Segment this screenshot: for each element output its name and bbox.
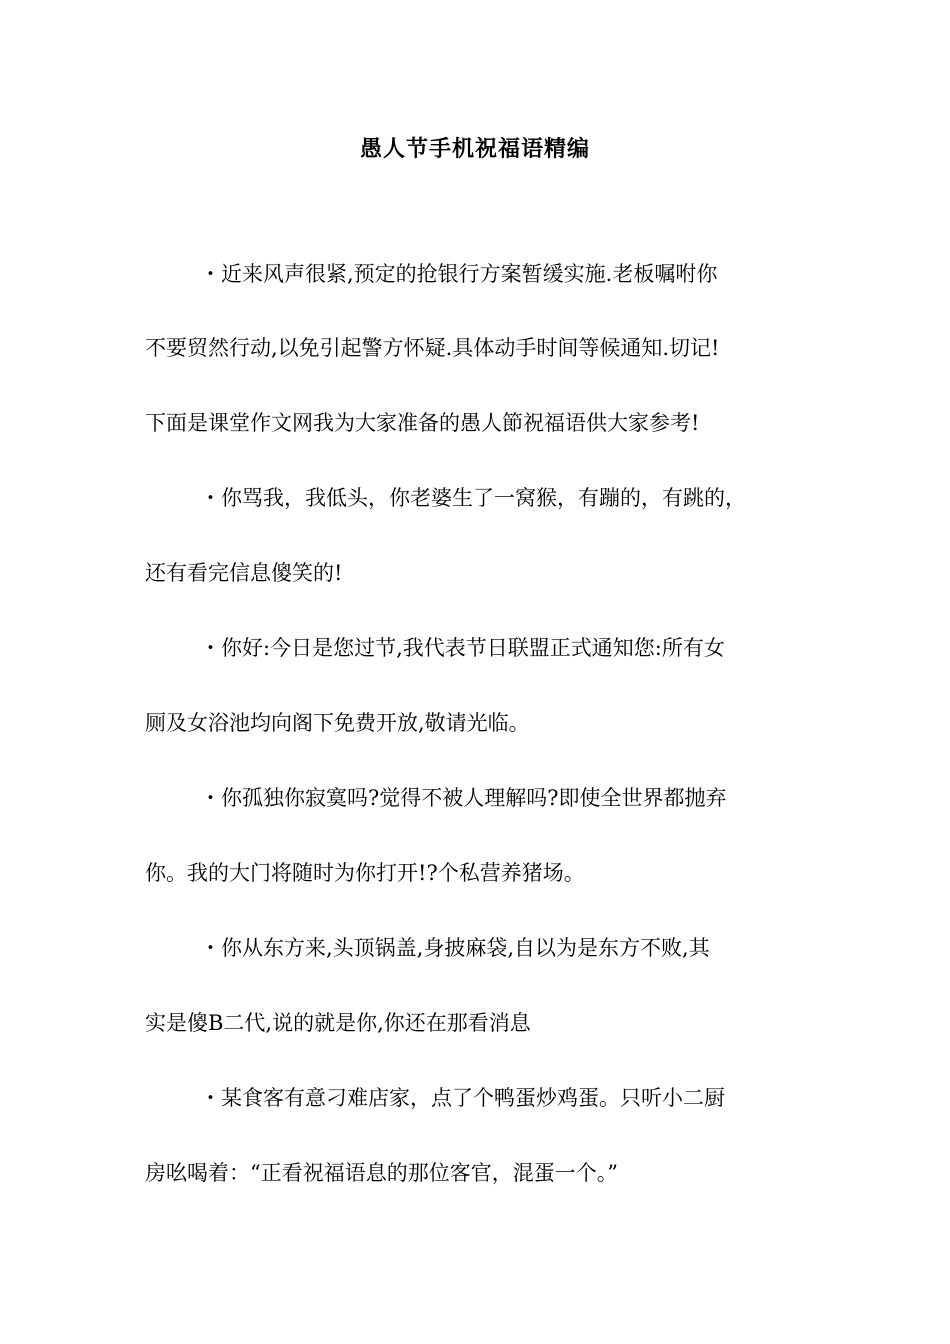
paragraph-2-line-1: ・你骂我，我低头，你老婆生了一窝猴，有蹦的，有跳的， — [200, 486, 746, 510]
paragraph-6-line-1: ・某食客有意刁难店家，点了个鸭蛋炒鸡蛋。只听小二厨 — [200, 1086, 725, 1110]
paragraph-1-line-2: 不要贸然行动,以免引起警方怀疑.具体动手时间等候通知.切记! — [145, 336, 720, 360]
paragraph-5-line-2: 实是傻B二代,说的就是你,你还在那看消息 — [145, 1011, 531, 1035]
paragraph-4-line-1: ・你孤独你寂寞吗?觉得不被人理解吗?即使全世界都抛弃 — [200, 786, 727, 810]
paragraph-3-line-1: ・你好:今日是您过节,我代表节日联盟正式通知您:所有女 — [200, 636, 725, 660]
document-title: 愚人节手机祝福语精编 — [359, 137, 590, 162]
paragraph-1-line-3: 下面是课堂作文网我为大家准备的愚人節祝福语供大家参考! — [145, 411, 700, 435]
paragraph-3-line-2: 厕及女浴池均向阁下免费开放,敬请光临。 — [145, 711, 530, 735]
paragraph-1-line-1: ・近来风声很紧,预定的抢银行方案暂缓实施.老板嘱咐你 — [200, 262, 718, 286]
paragraph-4-line-2: 你。我的大门将随时为你打开!?个私营养猪场。 — [145, 861, 585, 885]
paragraph-6-line-2: 房吆喝着：“正看祝福语息的那位客官，混蛋一个。” — [145, 1161, 618, 1185]
paragraph-2-line-2: 还有看完信息傻笑的! — [145, 561, 343, 585]
paragraph-5-line-1: ・你从东方来,头顶锅盖,身披麻袋,自以为是东方不败,其 — [200, 936, 710, 960]
